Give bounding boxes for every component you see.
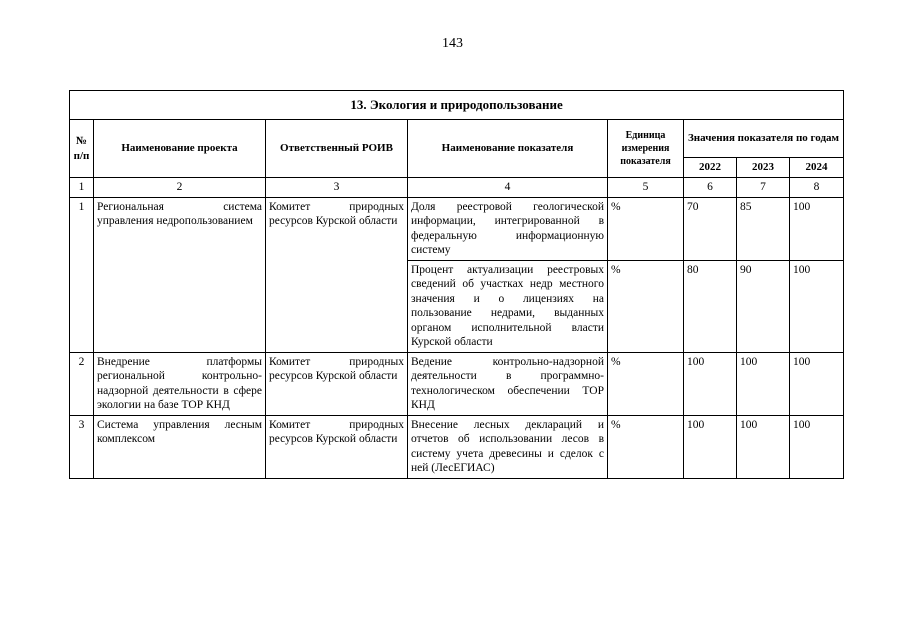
header-values: Значения показателя по годам	[684, 120, 844, 158]
column-number: 6	[684, 178, 737, 198]
indicator-name: Ведение контрольно-надзорной деятельности в программно-технологическом обеспечении ТОР КНД	[408, 352, 608, 415]
value-2023: 90	[737, 260, 790, 352]
header-year-2022: 2022	[684, 158, 737, 178]
page-number: 143	[442, 36, 463, 51]
project-name: Внедрение платформы региональной контрольно-надзорной деятельности в сфере экологии на базе ТОР КНД	[94, 352, 266, 415]
column-number: 5	[608, 178, 684, 198]
header-no: № п/п	[70, 120, 94, 178]
row-number: 2	[70, 352, 94, 415]
unit: %	[608, 415, 684, 478]
table-row	[70, 197, 844, 260]
table-row	[70, 352, 844, 415]
value-2022: 100	[684, 352, 737, 415]
value-2022: 80	[684, 260, 737, 352]
indicator-name: Внесение лесных деклараций и отчетов об использовании лесов в систему учета древесины и сделок с ней (ЛесЕГИАС)	[408, 415, 608, 478]
column-number: 4	[408, 178, 608, 198]
unit: %	[608, 197, 684, 260]
header-project: Наименование проекта	[94, 120, 266, 178]
column-number: 8	[790, 178, 844, 198]
value-2023: 100	[737, 352, 790, 415]
value-2024: 100	[790, 197, 844, 260]
value-2024: 100	[790, 415, 844, 478]
value-2023: 100	[737, 415, 790, 478]
column-numbers-row	[70, 178, 844, 198]
section-title: 13. Экология и природопользование	[70, 91, 844, 120]
value-2023: 85	[737, 197, 790, 260]
responsible-roiv: Комитет природных ресурсов Курской области	[266, 197, 408, 352]
value-2022: 70	[684, 197, 737, 260]
indicator-name: Доля реестровой геологической информации, интегрированной в федеральную информационную систему	[408, 197, 608, 260]
value-2024: 100	[790, 260, 844, 352]
header-roiv: Ответственный РОИВ	[266, 120, 408, 178]
value-2022: 100	[684, 415, 737, 478]
project-name: Региональная система управления недропользованием	[94, 197, 266, 352]
row-number: 3	[70, 415, 94, 478]
column-number: 1	[70, 178, 94, 198]
unit: %	[608, 260, 684, 352]
column-number: 7	[737, 178, 790, 198]
table-row	[70, 415, 844, 478]
responsible-roiv: Комитет природных ресурсов Курской области	[266, 352, 408, 415]
column-number: 2	[94, 178, 266, 198]
unit: %	[608, 352, 684, 415]
indicators-table	[69, 90, 844, 479]
responsible-roiv: Комитет природных ресурсов Курской области	[266, 415, 408, 478]
header-unit: Единица измерения показателя	[608, 120, 684, 178]
row-number: 1	[70, 197, 94, 352]
header-year-2023: 2023	[737, 158, 790, 178]
header-indicator: Наименование показателя	[408, 120, 608, 178]
column-number: 3	[266, 178, 408, 198]
value-2024: 100	[790, 352, 844, 415]
project-name: Система управления лесным комплексом	[94, 415, 266, 478]
header-year-2024: 2024	[790, 158, 844, 178]
indicator-name: Процент актуализации реестровых сведений об участках недр местного значения и о лицензиях на пользование недрами, выданных органом исполнительной власти Курской области	[408, 260, 608, 352]
